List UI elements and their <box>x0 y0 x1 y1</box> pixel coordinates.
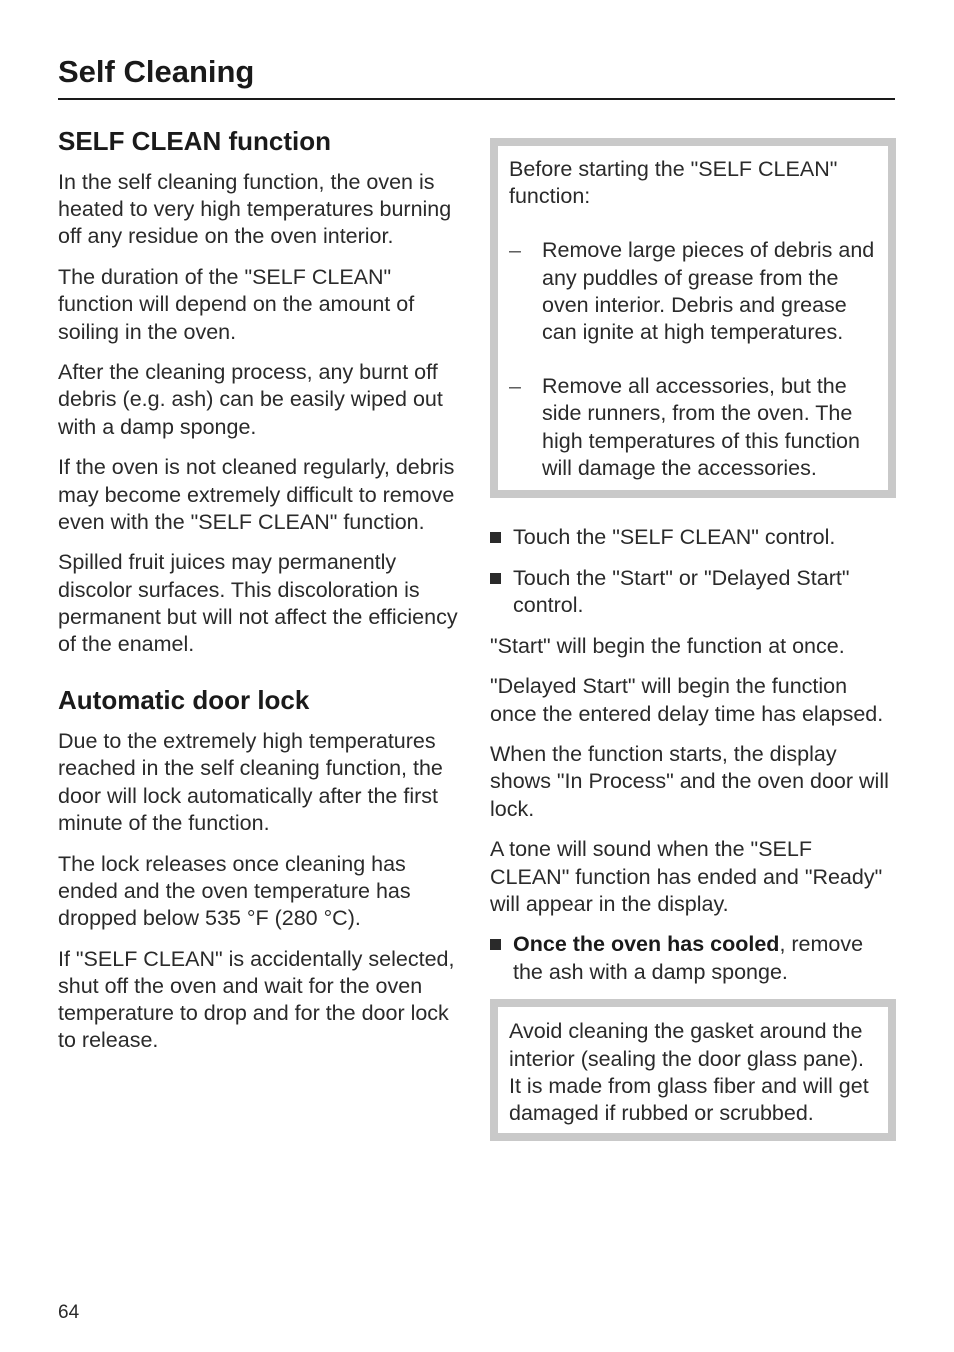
title-divider <box>58 98 895 100</box>
square-bullet-icon <box>490 565 513 619</box>
step-rest: , remove the ash with a damp sponge. <box>513 932 864 984</box>
page-number: 64 <box>58 1302 80 1323</box>
left-column <box>58 124 468 1068</box>
step-item <box>490 524 896 551</box>
step-text: Touch the "Start" or "Delayed Start" control. <box>513 565 850 617</box>
step-emphasis: Once the oven has cooled <box>513 932 780 957</box>
note-list-item <box>509 237 882 346</box>
step-item <box>490 931 896 985</box>
step-text: Touch the "SELF CLEAN" control. <box>513 525 836 550</box>
warning-box <box>490 999 896 1141</box>
paragraph: If "SELF CLEAN" is accidentally selected, shut off the oven and wait for the oven temperature to drop and for the door lock to release. <box>58 946 455 1053</box>
paragraph: The duration of the "SELF CLEAN" function will depend on the amount of soiling in the oven. <box>58 265 415 344</box>
warning-text: It is made from glass fiber and will get damaged if rubbed or scrubbed. <box>509 1073 869 1125</box>
square-bullet-icon <box>490 524 513 551</box>
note-intro: Before starting the "SELF CLEAN" function: <box>509 157 838 209</box>
paragraph: "Delayed Start" will begin the function once the entered delay time has elapsed. <box>490 674 884 726</box>
square-bullet-icon <box>490 931 513 985</box>
section-heading-door-lock: Automatic door lock <box>58 685 310 716</box>
paragraph: Spilled fruit juices may permanently discolor surfaces. This discoloration is permanent but will not affect the efficiency of the enamel. <box>58 550 458 657</box>
note-item-text: Remove large pieces of debris and any puddles of grease from the oven interior. Debris and grease can ignite at high temperatures. <box>542 238 875 345</box>
step-text <box>513 931 896 985</box>
dash-icon: – <box>509 238 521 263</box>
paragraph: Due to the extremely high temperatures reached in the self cleaning function, the door will lock automatically after the first minute of the function. <box>58 729 443 835</box>
paragraph: After the cleaning process, any burnt off debris (e.g. ash) can be easily wiped out with a damp sponge. <box>58 360 443 439</box>
dash-icon: – <box>509 374 521 399</box>
note-list-item <box>509 373 882 482</box>
step-item <box>490 565 896 619</box>
paragraph: When the function starts, the display shows "In Process" and the oven door will lock. <box>490 742 889 821</box>
paragraph: In the self cleaning function, the oven is heated to very high temperatures burning off any residue on the oven interior. <box>58 170 452 249</box>
page-title: Self Cleaning <box>58 54 255 89</box>
note-box <box>490 138 896 498</box>
paragraph: "Start" will begin the function at once. <box>490 633 845 658</box>
note-item-text: Remove all accessories, but the side runners, from the oven. The high temperatures of this function will damage the accessories. <box>542 374 860 480</box>
paragraph: If the oven is not cleaned regularly, debris may become extremely difficult to remove even with the "SELF CLEAN" function. <box>58 455 455 534</box>
paragraph: The lock releases once cleaning has ended and the oven temperature has dropped below 535 °F (280 °C). <box>58 851 411 930</box>
right-column <box>490 138 896 1141</box>
warning-text: Avoid cleaning the gasket around the interior (sealing the door glass pane). <box>509 1019 864 1071</box>
paragraph: A tone will sound when the "SELF CLEAN" function has ended and "Ready" will appear in the display. <box>490 837 883 916</box>
section-heading-self-clean: SELF CLEAN function <box>58 126 331 156</box>
